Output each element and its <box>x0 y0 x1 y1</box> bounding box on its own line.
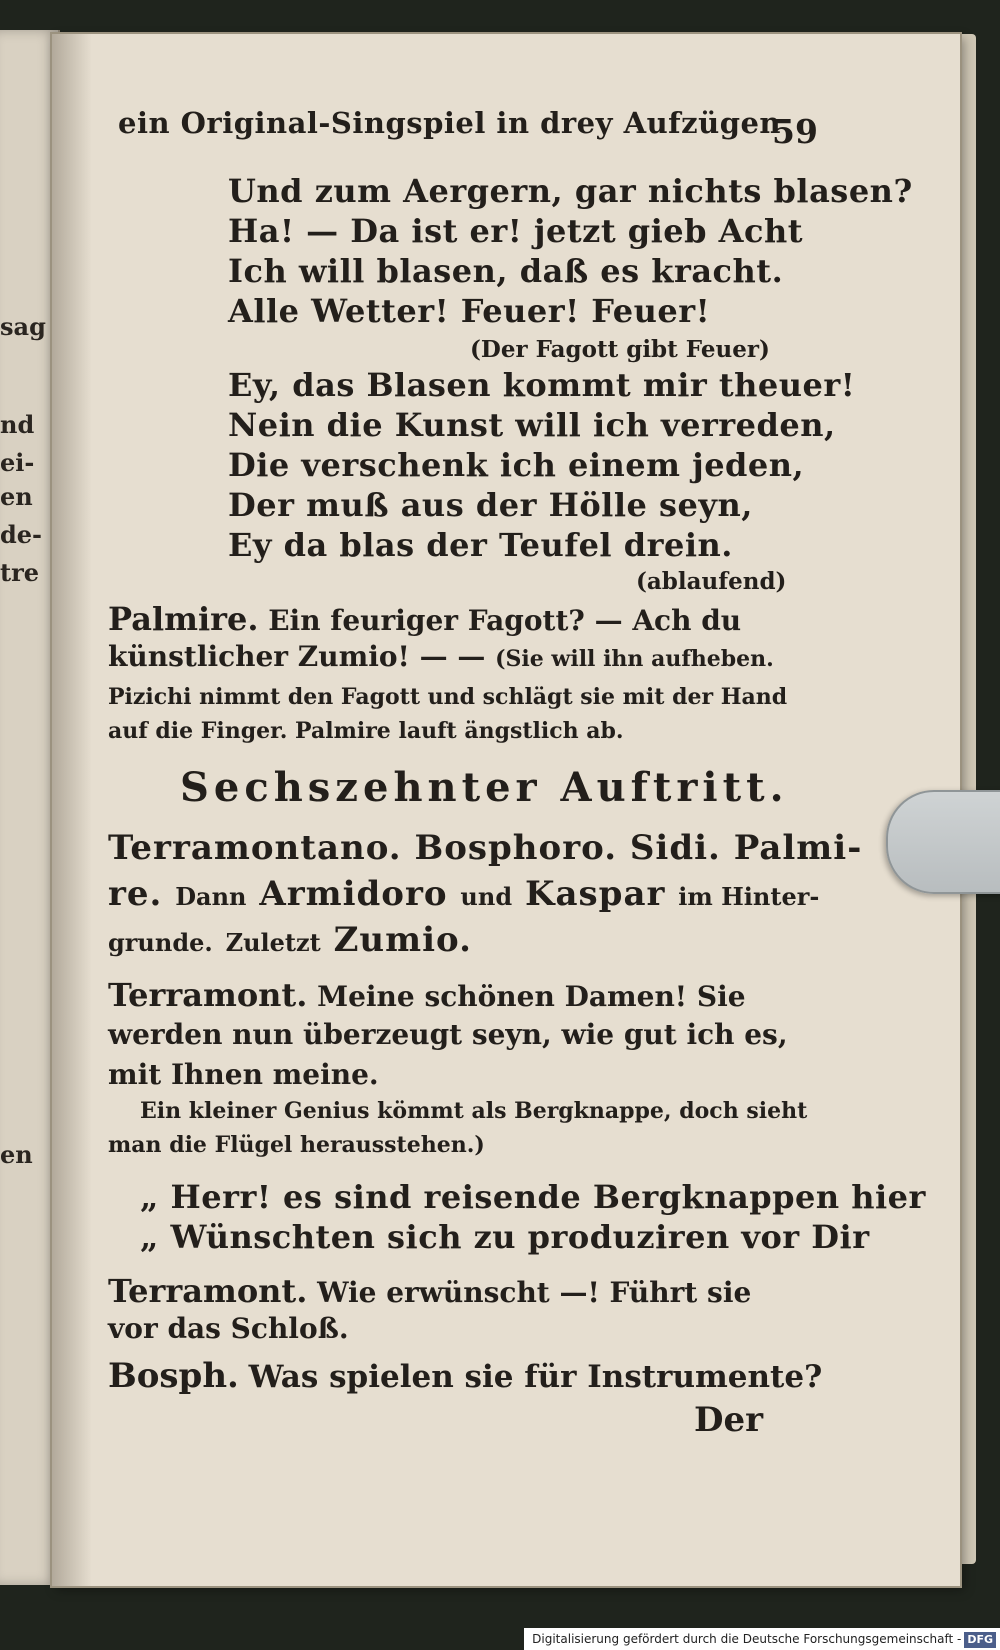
cast-list-line: Terramontano. Bosphoro. Sidi. Palmi- <box>108 828 863 868</box>
dialogue-line <box>108 1272 751 1310</box>
cast-list-line <box>108 874 819 914</box>
cast-text: Kaspar <box>524 874 666 914</box>
stage-direction: (Sie will ihn aufheben. <box>495 646 774 672</box>
left-page-fragment: nd <box>0 410 35 439</box>
song-line: Ey, das Blasen kommt mir theuer! <box>228 366 856 404</box>
song-line: Alle Wetter! Feuer! Feuer! <box>228 292 711 330</box>
dialogue-line <box>108 976 746 1014</box>
song-line: Ha! — Da ist er! jetzt gieb Acht <box>228 212 803 250</box>
cast-text: re. <box>108 874 163 914</box>
dialogue-line <box>108 1356 822 1396</box>
song-line: Ich will blasen, daß es kracht. <box>228 252 784 290</box>
left-page-fragment: en <box>0 1140 33 1169</box>
dialogue-text: Ein feuriger Fagott? — Ach du <box>268 604 742 637</box>
speaker-name: Palmire. <box>108 600 259 638</box>
credit-text: Digitalisierung gefördert durch die Deutsche Forschungsgemeinschaft - <box>532 1632 962 1646</box>
cast-text: Zumio. <box>333 920 472 960</box>
speaker-name: Bosph. <box>108 1356 239 1396</box>
dialogue-text: mit Ihnen meine. <box>108 1058 379 1091</box>
cast-list-line <box>108 920 472 960</box>
song-line: „ Wünschten sich zu produziren vor Dir <box>140 1218 870 1256</box>
running-title: ein Original-Singspiel in drey Aufzügen <box>118 106 782 140</box>
cast-text: und <box>460 882 513 911</box>
dialogue-text: werden nun überzeugt seyn, wie gut ich es, <box>108 1018 788 1051</box>
dialogue-text: Wie erwünscht —! Führt sie <box>317 1276 752 1309</box>
speaker-name: Terramont. <box>108 1272 308 1310</box>
stage-direction: (ablaufend) <box>636 568 787 595</box>
dialogue-text: Meine schönen Damen! Sie <box>317 980 746 1013</box>
left-page-fragment: ei- <box>0 448 35 477</box>
left-page-fragment: de- <box>0 520 43 549</box>
dialogue-text: Was spielen sie für Instrumente? <box>248 1359 823 1395</box>
stage-direction: Ein kleiner Genius kömmt als Bergknappe, doch sieht <box>140 1098 808 1124</box>
stage-direction: (Der Fagott gibt Feuer) <box>470 336 770 363</box>
cast-text: Armidoro <box>259 874 448 914</box>
dialogue-text: vor das Schloß. <box>108 1312 349 1345</box>
dialogue-text: künstlicher Zumio! — — <box>108 640 486 673</box>
cast-text: im Hinter- <box>678 882 820 911</box>
stage-direction: man die Flügel herausstehen.) <box>108 1132 485 1158</box>
stage-direction: Pizichi nimmt den Fagott und schlägt sie mit der Hand <box>108 684 788 710</box>
song-line: Und zum Aergern, gar nichts blasen? <box>228 172 913 210</box>
digitization-credit <box>524 1628 1000 1650</box>
song-line: „ Herr! es sind reisende Bergknappen hier <box>140 1178 926 1216</box>
cast-text: Dann <box>175 882 247 911</box>
cast-text: Zuletzt <box>225 928 321 957</box>
song-line: Nein die Kunst will ich verreden, <box>228 406 836 444</box>
left-page-fragment: en <box>0 482 33 511</box>
page-clip <box>886 790 1000 894</box>
dialogue-line <box>108 640 774 673</box>
song-line: Der muß aus der Hölle seyn, <box>228 486 753 524</box>
scene-heading: Sechszehnter Auftritt. <box>180 764 789 811</box>
adjacent-left-page <box>0 30 60 1585</box>
left-page-fragment: tre <box>0 558 39 587</box>
left-page-fragment: sag <box>0 312 46 341</box>
page-number: 59 <box>772 112 818 151</box>
dfg-logo: DFG <box>964 1632 996 1648</box>
speaker-name: Terramont. <box>108 976 308 1014</box>
stage-direction: auf die Finger. Palmire lauft ängstlich ab. <box>108 718 624 744</box>
song-line: Ey da blas der Teufel drein. <box>228 526 733 564</box>
page-gutter-shadow <box>52 34 92 1586</box>
catchword: Der <box>694 1400 764 1440</box>
dialogue-line <box>108 600 741 638</box>
cast-text: grunde. <box>108 928 213 957</box>
song-line: Die verschenk ich einem jeden, <box>228 446 805 484</box>
